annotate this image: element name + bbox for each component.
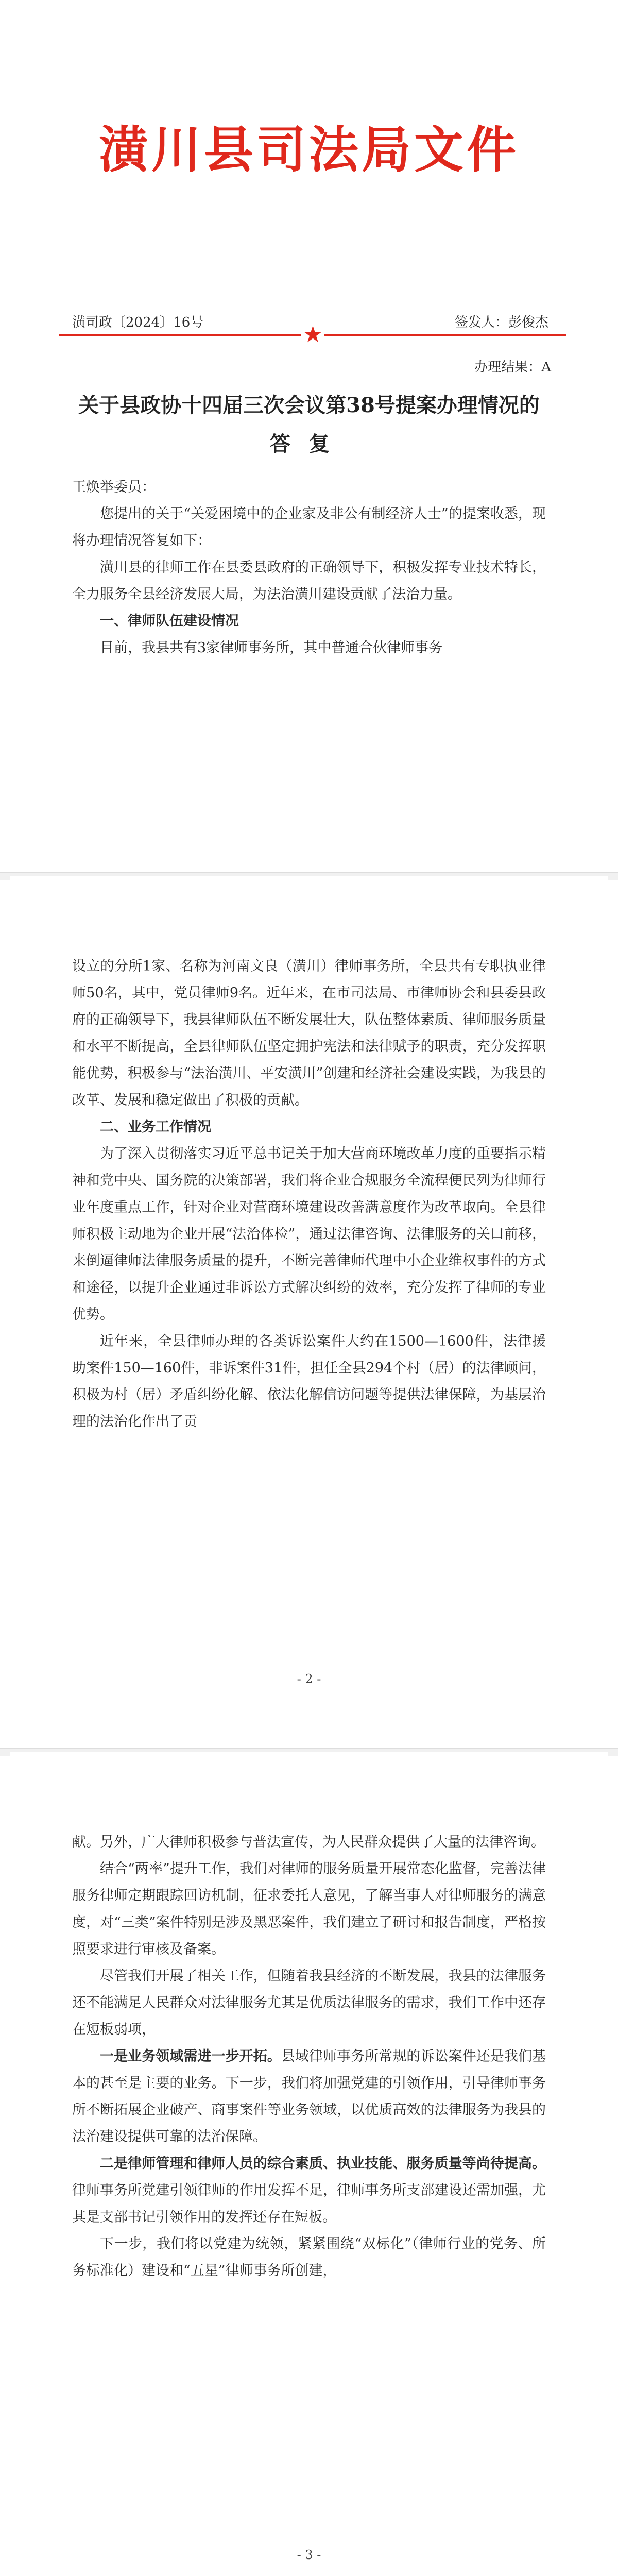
reply-title: 关于县政协十四届三次会议第38号提案办理情况的	[78, 393, 540, 417]
paragraph-text: 律师事务所党建引领律师的作用发挥不足，律师事务所支部建设还需加强，尤其是支部书记引领作用的发挥还存在短板。	[72, 2182, 546, 2225]
bold-point-2: 二是律师管理和律师人员的综合素质、执业技能、服务质量等尚待提高。	[100, 2156, 546, 2172]
red-star-icon: ★	[302, 321, 323, 348]
result-label: 办理结果：A	[474, 360, 551, 375]
section-heading: 二、业务工作情况	[100, 1119, 211, 1135]
paragraph: 下一步，我们将以党建为统领，紧紧围绕“双标化”（律师行业的党务、所务标准化）建设和“五星”律师事务所创建，	[72, 2236, 546, 2279]
bold-point-1: 一是业务领域需进一步开拓。	[100, 2048, 281, 2064]
page2-body	[72, 953, 546, 1435]
document-number: 潢司政〔2024〕16号	[72, 315, 204, 330]
paragraph	[72, 2150, 546, 2231]
section-heading: 一、律师队伍建设情况	[100, 613, 239, 629]
red-divider-right	[324, 334, 566, 336]
paragraph: 近年来，全县律师办理的各类诉讼案件大约在1500—1600件，法律援助案件150—160件，非诉案件31件，担任全县294个村（居）的法律顾问，积极为村（居）矛盾纠纷化解、依法化解信访问题等提供法律保障，为基层治理的法治化作出了贡	[72, 1333, 546, 1430]
page-number: - 2 -	[297, 1672, 321, 1686]
paragraph: 设立的分所1家、名称为河南文良（潢川）律师事务所，全县共有专职执业律师50名，其中，党员律师9名。近年来，在市司法局、市律师协会和县委县政府的正确领导下，我县律师队伍不断发展壮大，队伍整体素质、律师服务质量和水平不断提高，全县律师队伍坚定拥护宪法和法律赋予的职责，充分发挥职能优势，积极参与“法治潢川、平安潢川”创建和经济社会建设实践，为我县的改革、发展和稳定做出了积极的贡献。	[72, 958, 546, 1108]
paragraph: 目前，我县共有3家律师事务所，其中普通合伙律师事务	[100, 640, 443, 656]
signer-label: 签发人：彭俊杰	[454, 315, 548, 330]
paragraph: 献。另外，广大律师积极参与普法宣传，为人民群众提供了大量的法律咨询。	[72, 1834, 545, 1850]
paragraph: 为了深入贯彻落实习近平总书记关于加大营商环境改革力度的重要指示精神和党中央、国务院的决策部署，我们将企业合规服务全流程便民列为律师行业年度重点工作，针对企业对营商环境建设改善满意度作为改革取向。全县律师积极主动地为企业开展“法治体检”，通过法律咨询、法律服务的关口前移，来倒逼律师法律服务质量的提升，不断完善律师代理中小企业维权事件的方式和途径，以提升企业通过非诉讼方式解决纠纷的效率，充分发挥了律师的专业优势。	[72, 1146, 546, 1323]
document-header-title: 潢川县司法局文件	[99, 121, 519, 179]
red-divider-left	[59, 334, 301, 336]
page-number: - 3 -	[297, 2548, 321, 2562]
reply-subtitle: 答复	[270, 432, 348, 456]
document-page-1	[10, 0, 608, 876]
paragraph	[72, 2043, 546, 2150]
paragraph-text: 县域律师事务所常规的诉讼案件还是我们基本的甚至是主要的业务。下一步，我们将加强党建的引领作用，引导律师事务所不断拓展企业破产、商事案件等业务领域，以优质高效的法律服务为我县的法治建设提供可靠的法治保障。	[72, 2048, 546, 2145]
paragraph: 尽管我们开展了相关工作，但随着我县经济的不断发展，我县的法律服务还不能满足人民群众对法律服务尤其是优质法律服务的需求，我们工作中还存在短板弱项，	[72, 1968, 546, 2038]
document-page-2	[10, 876, 608, 1752]
page3-body	[72, 1829, 546, 2284]
paragraph: 结合“两率”提升工作，我们对律师的服务质量开展常态化监督，完善法律服务律师定期跟踪回访机制，征求委托人意见，了解当事人对律师服务的满意度，对“三类”案件特别是涉及黑恶案件，我们建立了研讨和报告制度，严格按照要求进行审核及备案。	[72, 1861, 546, 1957]
document-page-3	[10, 1752, 608, 2576]
salutation: 王焕举委员：	[72, 479, 156, 495]
paragraph: 潢川县的律师工作在县委县政府的正确领导下，积极发挥专业技术特长，全力服务全县经济发展大局，为法治潢川建设贡献了法治力量。	[72, 560, 546, 602]
page1-body	[72, 474, 546, 662]
paragraph: 您提出的关于“关爱困境中的企业家及非公有制经济人士”的提案收悉，现将办理情况答复如下：	[72, 506, 546, 549]
